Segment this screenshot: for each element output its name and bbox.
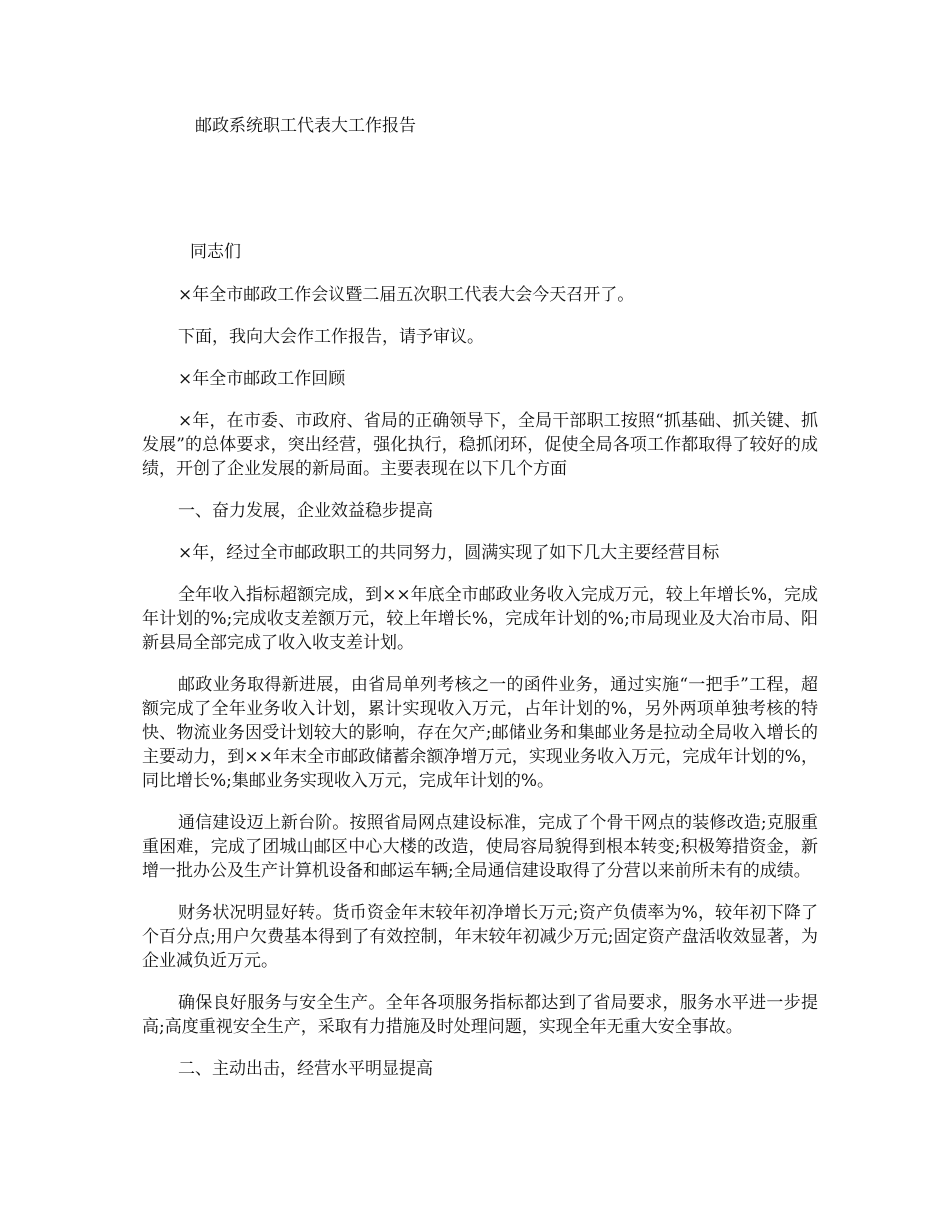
paragraph-revenue: 全年收入指标超额完成，到××年底全市邮政业务收入完成万元，较上年增长%，完成年计划的%;完成收支差额万元，较上年增长%，完成年计划的%;市局现业及大冶市局、阳新县局全部完成了收入收支差计划。 bbox=[142, 585, 818, 653]
section-heading-review: ×年全市邮政工作回顾 bbox=[178, 369, 346, 389]
paragraph-overview: ×年，在市委、市政府、省局的正确领导下，全局干部职工按照“抓基础、抓关键、抓发展”的总体要求，突出经营，强化执行，稳抓闭环，促使全局各项工作都取得了较好的成绩，开创了企业发展的新局面。主要表现在以下几个方面 bbox=[142, 411, 818, 479]
document-title: 邮政系统职工代表大工作报告 bbox=[195, 116, 416, 136]
paragraph-postal-business: 邮政业务取得新进展，由省局单列考核之一的函件业务，通过实施“一把手”工程，超额完成了全年业务收入计划，累计实现收入万元，占年计划的%，另外两项单独考核的特快、物流业务因受计划较大的影响，存在欠产;邮储业务和集邮业务是拉动全局收入增长的主要动力，到××年末全市邮政储蓄余额净增万元，实现业务收入万元，完成年计划的%，同比增长%;集邮业务实现收入万元，完成年计划的%。 bbox=[142, 675, 818, 791]
paragraph-finance: 财务状况明显好转。货币资金年末较年初净增长万元;资产负债率为%，较年初下降了个百分点;用户欠费基本得到了有效控制，年末较年初减少万元;固定资产盘活收效显著，为企业减负近万元。 bbox=[142, 903, 818, 971]
paragraph-construction: 通信建设迈上新台阶。按照省局网点建设标准，完成了个骨干网点的装修改造;克服重重困难，完成了团城山邮区中心大楼的改造，使局容局貌得到根本转变;积极筹措资金，新增一批办公及生产计算机设备和邮运车辆;全局通信建设取得了分营以来前所未有的成绩。 bbox=[142, 813, 818, 881]
paragraph-intro: 下面，我向大会作工作报告，请予审议。 bbox=[178, 327, 484, 347]
salutation: 同志们 bbox=[190, 242, 241, 262]
section-heading-one: 一、奋力发展，企业效益稳步提高 bbox=[178, 501, 433, 521]
paragraph-targets: ×年，经过全市邮政职工的共同努力，圆满实现了如下几大主要经营目标 bbox=[178, 543, 720, 563]
paragraph-opening: ×年全市邮政工作会议暨二届五次职工代表大会今天召开了。 bbox=[178, 285, 635, 305]
section-heading-two: 二、主动出击，经营水平明显提高 bbox=[178, 1059, 433, 1079]
paragraph-service-safety: 确保良好服务与安全生产。全年各项服务指标都达到了省局要求，服务水平进一步提高;高度重视安全生产，采取有力措施及时处理问题，实现全年无重大安全事故。 bbox=[142, 993, 818, 1037]
report-body bbox=[142, 283, 818, 1099]
